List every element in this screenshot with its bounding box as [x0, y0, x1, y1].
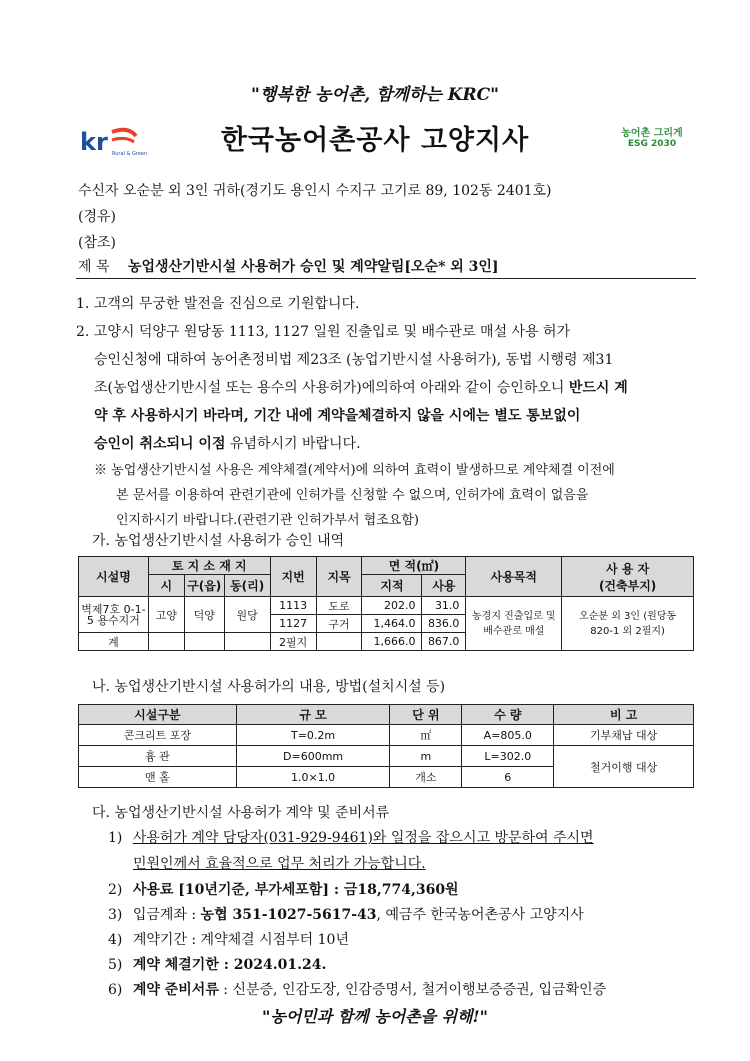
item-4-text: 계약기간 : 계약체결 시점부터 10년	[132, 932, 349, 948]
paragraph-2-line3-b: 반드시 계	[568, 380, 628, 396]
cell-jijeok-2: 1,464.0	[362, 615, 422, 633]
header-jijeok: 지적	[362, 575, 422, 597]
header-dong: 동(리)	[224, 575, 270, 597]
notice	[76, 458, 701, 533]
header-unit: 단 위	[390, 705, 462, 725]
item-3-text-a: 입금계좌 :	[132, 907, 201, 923]
cell-user: 오순분 외 3인 (원당동 820-1 외 2필지)	[562, 597, 694, 651]
notice-line3: 인지하시기 바랍니다.(관련기관 인허가부서 협조요함)	[116, 513, 419, 528]
bottom-slogan: "농어민과 함께 농어촌을 위해!"	[262, 1007, 488, 1026]
item-5-text: 계약 체결기한 : 2024.01.24.	[132, 957, 327, 973]
facility-table	[78, 704, 694, 788]
header-area: 면 적(㎡)	[362, 557, 466, 575]
notice-line1: ※ 농업생산기반시설 사용은 계약체결(계약서)에 의하여 효력이 발생하므로 계약체결 이전에	[94, 463, 615, 478]
item-1-line2: 민원인께서 효율적으로 업무 처리가 가능합니다.	[133, 856, 426, 872]
cell-use-1: 31.0	[422, 597, 466, 615]
header-facility: 시설명	[79, 557, 149, 597]
cell-jibun-2: 1127	[270, 615, 316, 633]
esg-logo	[612, 124, 692, 158]
paragraph-2-line4: 약 후 사용하시기 바라며, 기간 내에 계약을체결하지 않을 시에는 별도 통보없이	[94, 408, 581, 424]
item-1	[108, 827, 594, 847]
cell-total-jijeok: 1,666.0	[362, 633, 422, 651]
paragraph-2-line5	[76, 430, 701, 458]
item-6-num: 6)	[108, 982, 123, 998]
item-1-num: 1)	[108, 830, 123, 846]
header-user-line1: 사 용 자	[606, 561, 650, 576]
cell-jimok-2: 구거	[316, 615, 362, 633]
item-3-text-c: , 예금주 한국농어촌공사 고양지사	[376, 907, 584, 923]
row2-note: 철거이행 대상	[554, 746, 694, 788]
cell-dong: 원당	[224, 597, 270, 633]
row2-name: 흄 관	[79, 746, 237, 767]
paragraph-2-line2: 승인신청에 대하여 농어촌정비법 제23조 (농업기반시설 사용허가), 동법 시행령 제31	[94, 352, 614, 368]
header-scale: 규 모	[236, 705, 390, 725]
paragraph-1: 1. 고객의 무궁한 발전을 진심으로 기원합니다.	[76, 296, 360, 312]
header-facility-type: 시설구분	[79, 705, 237, 725]
section-ga-title: 가. 농업생산기반시설 사용허가 승인 내역	[92, 533, 345, 549]
item-3-account: 농협 351-1027-5617-43	[200, 907, 377, 923]
row2-unit: m	[390, 746, 462, 767]
reference: (참조)	[78, 235, 116, 251]
row1-note: 기부채납 대상	[554, 725, 694, 746]
item-1-line1: 사용허가 계약 담당자(031-929-9461)와 일정을 잡으시고 방문하여 주시면	[132, 830, 594, 846]
cell-use-2: 836.0	[422, 615, 466, 633]
org-name: 한국농어촌공사 고양지사	[220, 125, 530, 156]
item-3	[108, 904, 584, 924]
header-jimok: 지목	[316, 557, 362, 597]
header-gu: 구(읍)	[184, 575, 224, 597]
header-si: 시	[148, 575, 184, 597]
row2-size: D=600mm	[236, 746, 390, 767]
body-paragraphs	[76, 290, 701, 533]
item-5-num: 5)	[108, 957, 123, 973]
row3-unit: 개소	[390, 767, 462, 788]
section-da-title: 다. 농업생산기반시설 사용허가 계약 및 준비서류	[92, 805, 390, 821]
section-na-title: 나. 농업생산기반시설 사용허가의 내용, 방법(설치시설 등)	[92, 679, 446, 695]
row3-name: 맨 홀	[79, 767, 237, 788]
paragraph-2-line3	[76, 374, 701, 402]
krc-logo-text: kr	[80, 128, 108, 156]
row2-qty: L=302.0	[462, 746, 554, 767]
row1-name: 콘크리트 포장	[79, 725, 237, 746]
row1-unit: ㎡	[390, 725, 462, 746]
cell-facility: 벽제7호 0-1-5 용수지거	[79, 597, 149, 633]
item-4-num: 4)	[108, 932, 123, 948]
header-jibun: 지번	[270, 557, 316, 597]
row1-qty: A=805.0	[462, 725, 554, 746]
row1-size: T=0.2m	[236, 725, 390, 746]
esg-logo-line1: 농어촌 그리게	[621, 128, 683, 139]
item-2	[108, 879, 459, 899]
cell-si: 고양	[148, 597, 184, 633]
item-6	[108, 979, 606, 999]
cell-total-label: 계	[79, 633, 149, 651]
header-purpose: 사용목적	[466, 557, 562, 597]
paragraph-2-line3-a: 조(농업생산기반시설 또는 용수의 사용허가)에의하여 아래와 같이 승인하오니	[94, 380, 569, 396]
cell-jimok-1: 도로	[316, 597, 362, 615]
item-5	[108, 954, 326, 974]
header-user	[562, 557, 694, 597]
subject: 농업생산기반시설 사용허가 승인 및 계약알림[오순* 외 3인]	[127, 259, 499, 275]
header-use: 사용	[422, 575, 466, 597]
header-land: 토 지 소 재 지	[148, 557, 270, 575]
item-3-num: 3)	[108, 907, 123, 923]
cell-total-use: 867.0	[422, 633, 466, 651]
cell-jibun-1: 1113	[270, 597, 316, 615]
item-2-text: 사용료 [10년기준, 부가세포함] : 금18,774,360원	[132, 882, 459, 898]
notice-line2: 본 문서를 이용하여 관련기관에 인허가를 신청할 수 없으며, 인허가에 효력이 없음을	[116, 488, 589, 503]
paragraph-2-line5-b: 유념하시기 바랍니다.	[225, 436, 361, 452]
subject-divider	[76, 278, 696, 279]
cell-total-jibun: 2필지	[270, 633, 316, 651]
via: (경유)	[78, 209, 116, 225]
header-remarks: 비 고	[554, 705, 694, 725]
item-6-text: : 신분증, 인감도장, 인감증명서, 철거이행보증증권, 입금확인증	[218, 982, 607, 998]
row3-size: 1.0×1.0	[236, 767, 390, 788]
item-2-num: 2)	[108, 882, 123, 898]
esg-logo-line2: ESG 2030	[627, 139, 677, 149]
paragraph-2-line1: 2. 고양시 덕양구 원당동 1113, 1127 일원 진출입로 및 배수관로 매설 사용 허가	[76, 324, 571, 340]
top-slogan: "행복한 농어촌, 함께하는 KRC"	[250, 85, 500, 105]
recipient: 수신자 오순분 외 3인 귀하(경기도 용인시 수지구 고기로 89, 102동 2401호)	[78, 183, 552, 199]
item-6-label: 계약 준비서류	[132, 982, 219, 998]
cell-gu: 덕양	[184, 597, 224, 633]
cell-jijeok-1: 202.0	[362, 597, 422, 615]
subject-line	[78, 256, 499, 276]
approval-table	[78, 556, 694, 651]
cell-purpose: 농경지 진출입로 및 배수관로 매설	[466, 597, 562, 651]
header-user-line2: (건축부지)	[598, 578, 657, 593]
item-4	[108, 929, 349, 949]
paragraph-2-line5-a: 승인이 취소되니 이점	[94, 436, 226, 452]
row3-qty: 6	[462, 767, 554, 788]
header-quantity: 수 량	[462, 705, 554, 725]
subject-label: 제 목	[78, 259, 110, 275]
svg-text:Rural & Green: Rural & Green	[112, 151, 148, 157]
